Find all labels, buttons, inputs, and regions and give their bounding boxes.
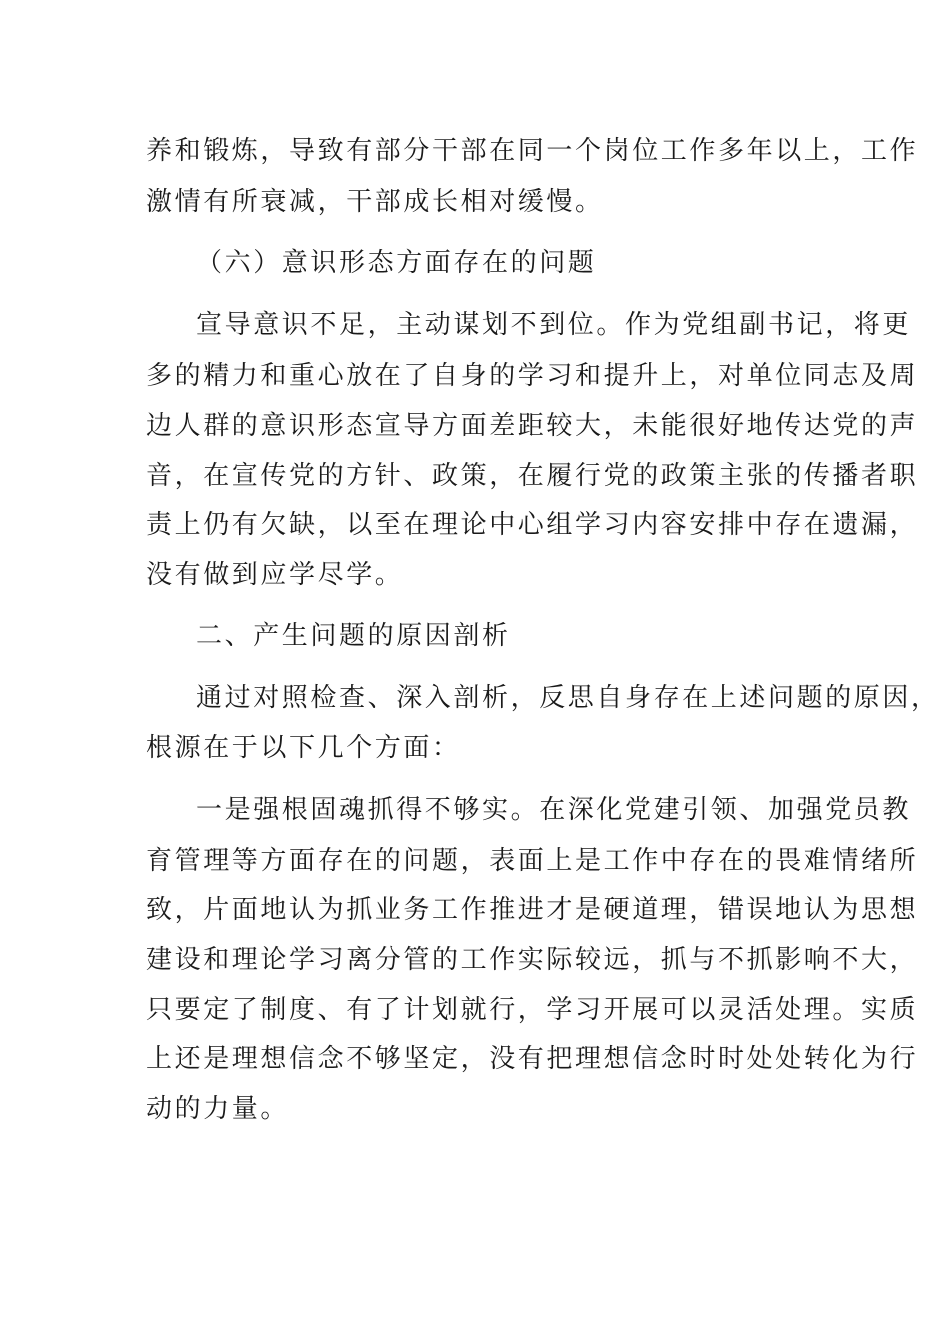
paragraph-line: 致，片面地认为抓业务工作推进才是硬道理，错误地认为思想 <box>146 895 919 925</box>
paragraph-line: 只要定了制度、有了计划就行，学习开展可以灵活处理。实质 <box>146 995 919 1025</box>
paragraph-line: 上还是理想信念不够坚定，没有把理想信念时时处处转化为行 <box>146 1044 919 1074</box>
paragraph-line: 育管理等方面存在的问题，表面上是工作中存在的畏难情绪所 <box>146 846 919 876</box>
paragraph-line: 责上仍有欠缺，以至在理论中心组学习内容安排中存在遗漏， <box>146 510 919 540</box>
paragraph-line: 建设和理论学习离分管的工作实际较远，抓与不抓影响不大， <box>146 945 919 975</box>
paragraph-line: 边人群的意识形态宣导方面差距较大，未能很好地传达党的声 <box>146 411 919 441</box>
paragraph-line: 激情有所衰减，干部成长相对缓慢。 <box>146 187 604 217</box>
paragraph-line: 养和锻炼，导致有部分干部在同一个岗位工作多年以上，工作 <box>146 136 919 166</box>
paragraph-line: 宣导意识不足，主动谋划不到位。作为党组副书记，将更 <box>196 310 912 340</box>
paragraph-line: 动的力量。 <box>146 1094 290 1124</box>
paragraph-line: 通过对照检查、深入剖析，反思自身存在上述问题的原因， <box>196 683 940 713</box>
section-heading: （六）意识形态方面存在的问题 <box>196 248 597 278</box>
paragraph-line: 根源在于以下几个方面： <box>146 733 461 763</box>
paragraph-line: 一是强根固魂抓得不够实。在深化党建引领、加强党员教 <box>196 795 912 825</box>
section-heading: 二、产生问题的原因剖析 <box>196 621 511 651</box>
paragraph-line: 多的精力和重心放在了自身的学习和提升上，对单位同志及周 <box>146 361 919 391</box>
paragraph-line: 没有做到应学尽学。 <box>146 560 404 590</box>
paragraph-line: 音，在宣传党的方针、政策，在履行党的政策主张的传播者职 <box>146 461 919 491</box>
